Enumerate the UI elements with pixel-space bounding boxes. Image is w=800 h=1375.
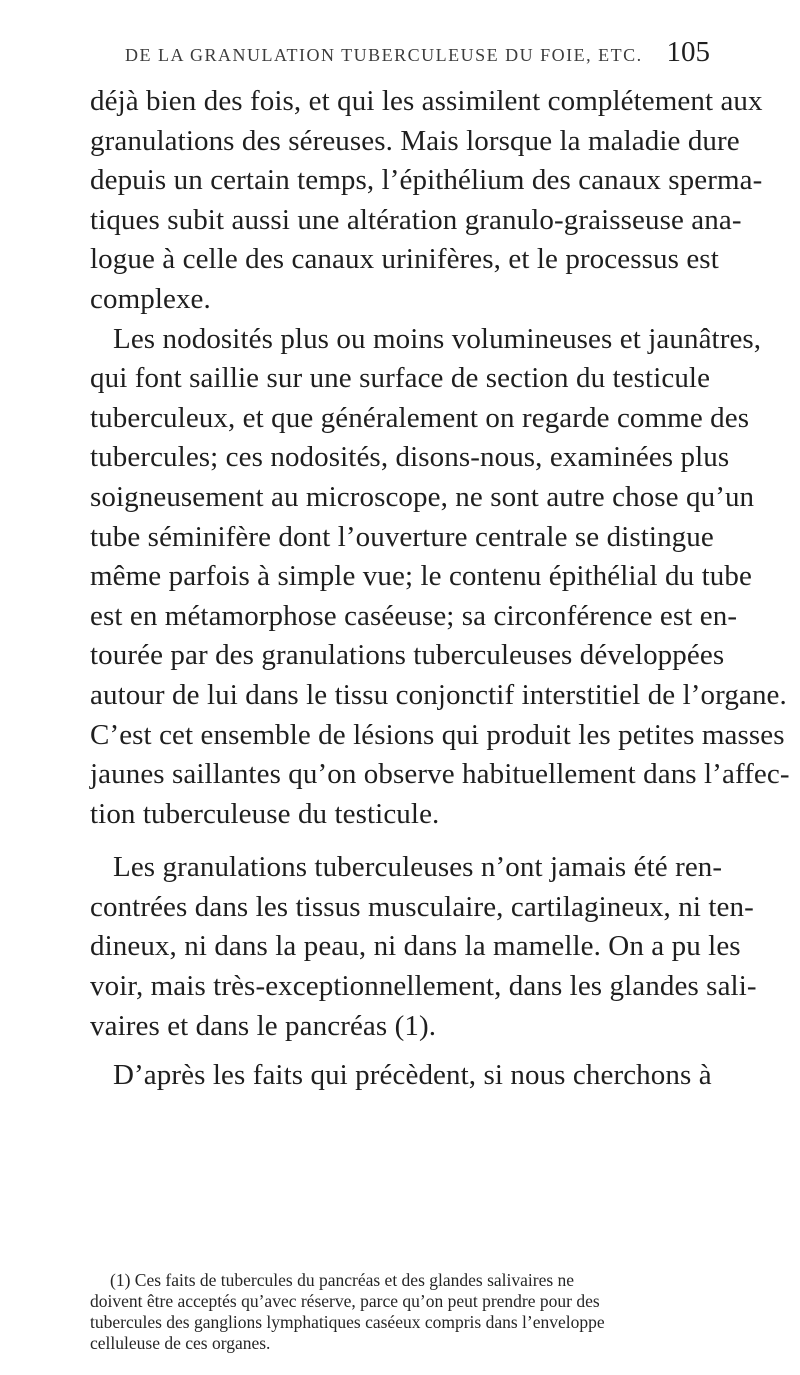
main-text <box>90 82 790 1096</box>
footnote-line: celluleuse de ces organes. <box>90 1333 271 1353</box>
text-line: tubercules; ces nodosités, disons-nous, examinées plus <box>90 441 730 474</box>
text-line: tourée par des granulations tuberculeuses développées <box>90 639 725 672</box>
text-line: complexe. <box>90 282 211 315</box>
text-line: logue à celle des canaux urinifères, et le processus est <box>90 243 719 276</box>
book-page <box>90 0 790 1375</box>
footnote-block <box>90 1270 710 1354</box>
text-line: jaunes saillantes qu’on observe habituellement dans l’affec- <box>90 758 790 791</box>
page-number: 105 <box>666 36 710 68</box>
text-line: D’après les faits qui précèdent, si nous cherchons à <box>113 1059 712 1092</box>
footnote-line: tubercules des ganglions lymphatiques caséeux compris dans l’enveloppe <box>90 1312 605 1332</box>
text-line: même parfois à simple vue; le contenu épithélial du tube <box>90 560 752 593</box>
text-line: déjà bien des fois, et qui les assimilent complétement aux <box>90 85 763 117</box>
text-line: qui font saillie sur une surface de section du testicule <box>90 362 711 395</box>
paragraph-nodosites <box>90 320 790 835</box>
text-line: voir, mais très-exceptionnellement, dans les glandes sali- <box>90 970 757 1003</box>
text-line: depuis un certain temps, l’épithélium des canaux sperma- <box>90 164 763 197</box>
paragraph-conclusion-start <box>90 1056 710 1096</box>
text-line: autour de lui dans le tissu conjonctif interstitiel de l’organe. <box>90 678 787 711</box>
text-line: soigneusement au microscope, ne sont autre chose qu’un <box>90 480 755 513</box>
paragraph-continuation <box>90 82 763 320</box>
paragraph-granulations <box>90 848 757 1046</box>
text-line: tion tuberculeuse du testicule. <box>90 797 440 830</box>
footnote-line: (1) Ces faits de tubercules du pancréas et des glandes salivaires ne <box>110 1270 575 1290</box>
text-line: tuberculeux, et que généralement on regarde comme des <box>90 401 750 434</box>
paragraph-spacing <box>90 834 710 848</box>
text-line: est en métamorphose caséeuse; sa circonférence est en- <box>90 599 738 632</box>
text-line: tiques subit aussi une altération granulo-graisseuse ana- <box>90 203 742 236</box>
text-line: Les granulations tuberculeuses n’ont jamais été ren- <box>113 851 723 884</box>
running-title: DE LA GRANULATION TUBERCULEUSE DU FOIE, ETC. <box>125 45 643 65</box>
text-line: C’est cet ensemble de lésions qui produit les petites masses <box>90 718 785 751</box>
running-header <box>90 35 710 75</box>
text-line: granulations des séreuses. Mais lorsque la maladie dure <box>90 124 740 157</box>
text-line: tube séminifère dont l’ouverture centrale se distingue <box>90 520 714 553</box>
text-line: contrées dans les tissus musculaire, cartilagineux, ni ten- <box>90 890 754 923</box>
text-line: Les nodosités plus ou moins volumineuses et jaunâtres, <box>113 322 762 355</box>
paragraph-spacing <box>90 1046 710 1056</box>
footnote-line: doivent être acceptés qu’avec réserve, parce qu’on peut prendre pour des <box>90 1291 600 1311</box>
text-line: vaires et dans le pancréas (1). <box>90 1009 437 1042</box>
text-line: dineux, ni dans la peau, ni dans la mamelle. On a pu les <box>90 930 741 963</box>
